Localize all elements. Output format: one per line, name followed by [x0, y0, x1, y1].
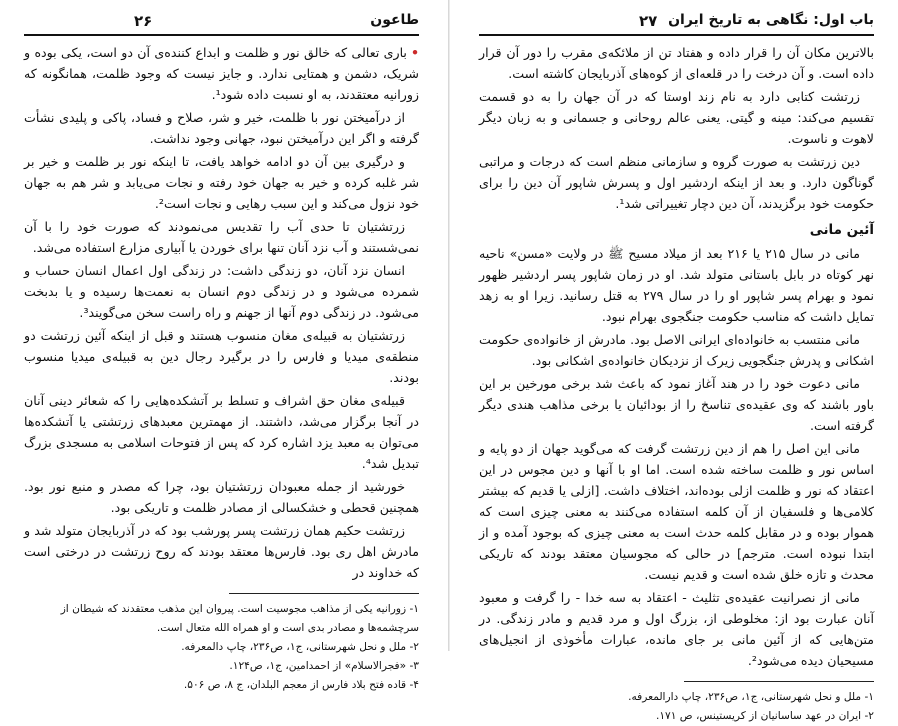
footnote: ۴- قاده فتح بلاد فارس از معجم البلدان، ج ۸، ص ۵۰۶. — [183, 679, 419, 691]
right-body-text — [479, 42, 874, 671]
footnote: ۳- «فجرالاسلام» از احمدامین، ج۱، ص۱۲۴. — [229, 660, 419, 672]
footnote: ۱- زورانیه یکی از مذاهب مجوسیت است. پیروان این مذهب معتقدند که شیطان از سرچشمه‌ها و مصادر بدی است و او همراه الله متعال است. — [60, 603, 419, 634]
footnote: ۲- ایران در عهد ساسانیان از کریستینس، ص ۱۷۱. — [655, 710, 874, 722]
right-page-number: ۲۷ — [639, 12, 658, 30]
left-header-rule — [24, 34, 419, 36]
footnote: ۲- ملل و نحل شهرستانی، ج۱، ص۲۳۶، چاپ دالمعرفه. — [181, 641, 419, 653]
paragraph: انسان نزد آنان، دو زندگی داشت: در زندگی اول اعمال انسان حساب و شمرده می‌شود و در زندگی دوم انسان به نعمت‌ها رسیده و یا بدبخت می‌شود. در زندگی دوم آنها از جهنم و راه راست سخن می‌گویند³. — [24, 263, 419, 320]
paragraph: مانی از نصرانیت عقیده‌ی تثلیث - اعتقاد به سه خدا - را گرفت و معبود آنان عبارت بود از: مخلوطی از، بزرگ اول و مرد قدیم و مادر زندگی. در متن‌هایی که از آئین مانی بر جای مانده، عبارات مأخوذی از انجیل‌های مسیحیان دیده می‌شود². — [479, 590, 874, 668]
paragraph: قبیله‌ی مغان حق اشراف و تسلط بر آتشکده‌هایی را که شعائر دینی آنان در آنجا برگزار می‌شد، داشتند. از مهمترین معبدهای زرتشتی یا آتشکده‌ها می‌توان به معبد یزد اشاره کرد که پس از فتوحات اسلامی به مسجدی بزرگ تبدیل شد⁴. — [24, 393, 419, 471]
right-page — [449, 0, 898, 722]
paragraph: دین زرتشت به صورت گروه و سازمانی منظم است که درجات و مراتبی گوناگون دارد. و بعد از اینکه اردشیر اول و پسرش شاپور آن دین را برای حکومت خود برگزیدند، آن دین دچار تغییراتی شد¹. — [479, 154, 874, 211]
paragraph: مانی در سال ۲۱۵ یا ۲۱۶ بعد از میلاد مسیح ﷺ در ولایت «مسن» ناحیه نهر کوتاه در بابل باستانی متولد شد. او در زمان شاپور پسر اردشیر ظهور نمود و بهرام پسر شاپور او را در سال ۲۷۹ به قتل رسانید. زیرا او به زهد تمایل داشت که مناسب حکومت جنگجوی بهرام نبود. — [479, 246, 874, 324]
left-header-title: طاعون — [370, 12, 419, 28]
right-footnotes — [479, 688, 874, 726]
paragraph: زرتشت حکیم همان زرتشت پسر پورشب بود که در آذربایجان متولد شد و مادرش اهل ری بود. فارس‌ها معتقد بودند که روح زرتشت در درختی است که خداوند در — [24, 523, 419, 580]
paragraph: مانی این اصل را هم از دین زرتشت گرفت که می‌گوید جهان از دو پایه و اساس نور و ظلمت ساخته شده است. اما او با آنها و دین مجوس در این اعتقاد که نور و ظلمت ازلی بوده‌اند، اختلاف داشت. [ازلی یا قدیم که بیشتر کلامی‌ها و فلسفیان از آن کلمه استفاده می‌کنند به معنی چیزی است که هموار بوده و در مقابل کلمه حدث است به معنی چیزی که بوجود آمده و از ابتدا نبوده است. مترجم] در حالی که مجوسیان معتقد بودند که تاریکی محدث و تازه خلق شده است و قدیم نیست. — [479, 441, 874, 582]
footnote-divider — [684, 681, 874, 682]
right-page-header — [479, 8, 874, 34]
paragraph: زرتشتیان تا حدی آب را تقدیس می‌نمودند که صورت خود را با آن نمی‌شستند و آب نزد آنان تنها برای خوردن یا آبیاری مزارع استفاده می‌شد. — [24, 219, 419, 255]
paragraph: زرتشت کتابی دارد به نام زند اوستا که در آن جهان را به دو قسمت تقسیم می‌کند: مینه و گیتی. یعنی عالم روحانی و جسمانی و به زبان دیگر لاهوت و ناسوت. — [479, 89, 874, 146]
footnote: ۱- ملل و نحل شهرستانی، ج۱، ص۲۳۶، چاپ دارالمعرفه. — [628, 691, 874, 703]
paragraph: از درآمیختن نور با ظلمت، خیر و شر، صلاح و فساد، پاکی و پلیدی نشأت گرفته و اگر این درآمیختن نبود، جهانی وجود نداشت. — [24, 110, 419, 146]
paragraph: مانی دعوت خود را در هند آغاز نمود که باعث شد برخی مورخین بر این باور باشند که وی عقیده‌ی تناسخ را از بودائیان یا برخی مذاهب هندی دیگر گرفته است. — [479, 376, 874, 433]
right-header-rule — [479, 34, 874, 36]
section-heading: آئین مانی — [809, 222, 874, 238]
paragraph: مانی منتسب به خانواده‌ای ایرانی الاصل بود. مادرش از خانواده‌ی حکومت اشکانی و پدرش جنگجویی زیرک از نزدیکان خانواده‌ی اشکانی بود. — [479, 332, 874, 368]
footnote-divider — [229, 593, 419, 594]
left-page — [0, 0, 449, 691]
left-footnotes — [24, 600, 419, 695]
left-body-text — [24, 42, 419, 583]
paragraph: •باری تعالی که خالق نور و ظلمت و ابداع کننده‌ی آن دو است، یکی بوده و شریک، دشمن و همتایی ندارد. و جایز نیست که وجود ظلمت، همانگونه که زورانیه معتقدند، به او نسبت داده شود¹. — [24, 45, 419, 102]
paragraph: بالاترین مکان آن را قرار داده و هفتاد تن از ملائکه‌ی مقرب را دور آن قرار داده است. و آن درخت را در قلعه‌ای از کوه‌های آذربایجان کاشته است. — [479, 45, 874, 81]
paragraph: زرتشتیان به قبیله‌ی مغان منسوب هستند و قبل از اینکه آئین زرتشت دو منطقه‌ی میدیا و فارس را در برگیرد رجال دین به قبیله‌ی میدیا منسوب بودند. — [24, 328, 419, 385]
paragraph: و درگیری بین آن دو ادامه خواهد یافت، تا اینکه نور بر ظلمت و خیر بر شر غلبه کرده و خیر به جهان خود رفته و نجات می‌یابد و شر هم به جهان خود نزول می‌کند و این سبب رهایی و نجات است². — [24, 154, 419, 211]
bullet-marker: • — [410, 45, 419, 60]
left-page-header — [24, 8, 419, 34]
left-page-number: ۲۶ — [134, 12, 153, 30]
paragraph: خورشید از جمله معبودان زرتشتیان بود، چرا که مصدر و منبع نور بود. همچنین قحطی و خشکسالی از مصادر ظلمت و تاریکی بود. — [24, 479, 419, 515]
right-header-title: باب اول: نگاهی به تاریخ ایران — [668, 12, 874, 28]
